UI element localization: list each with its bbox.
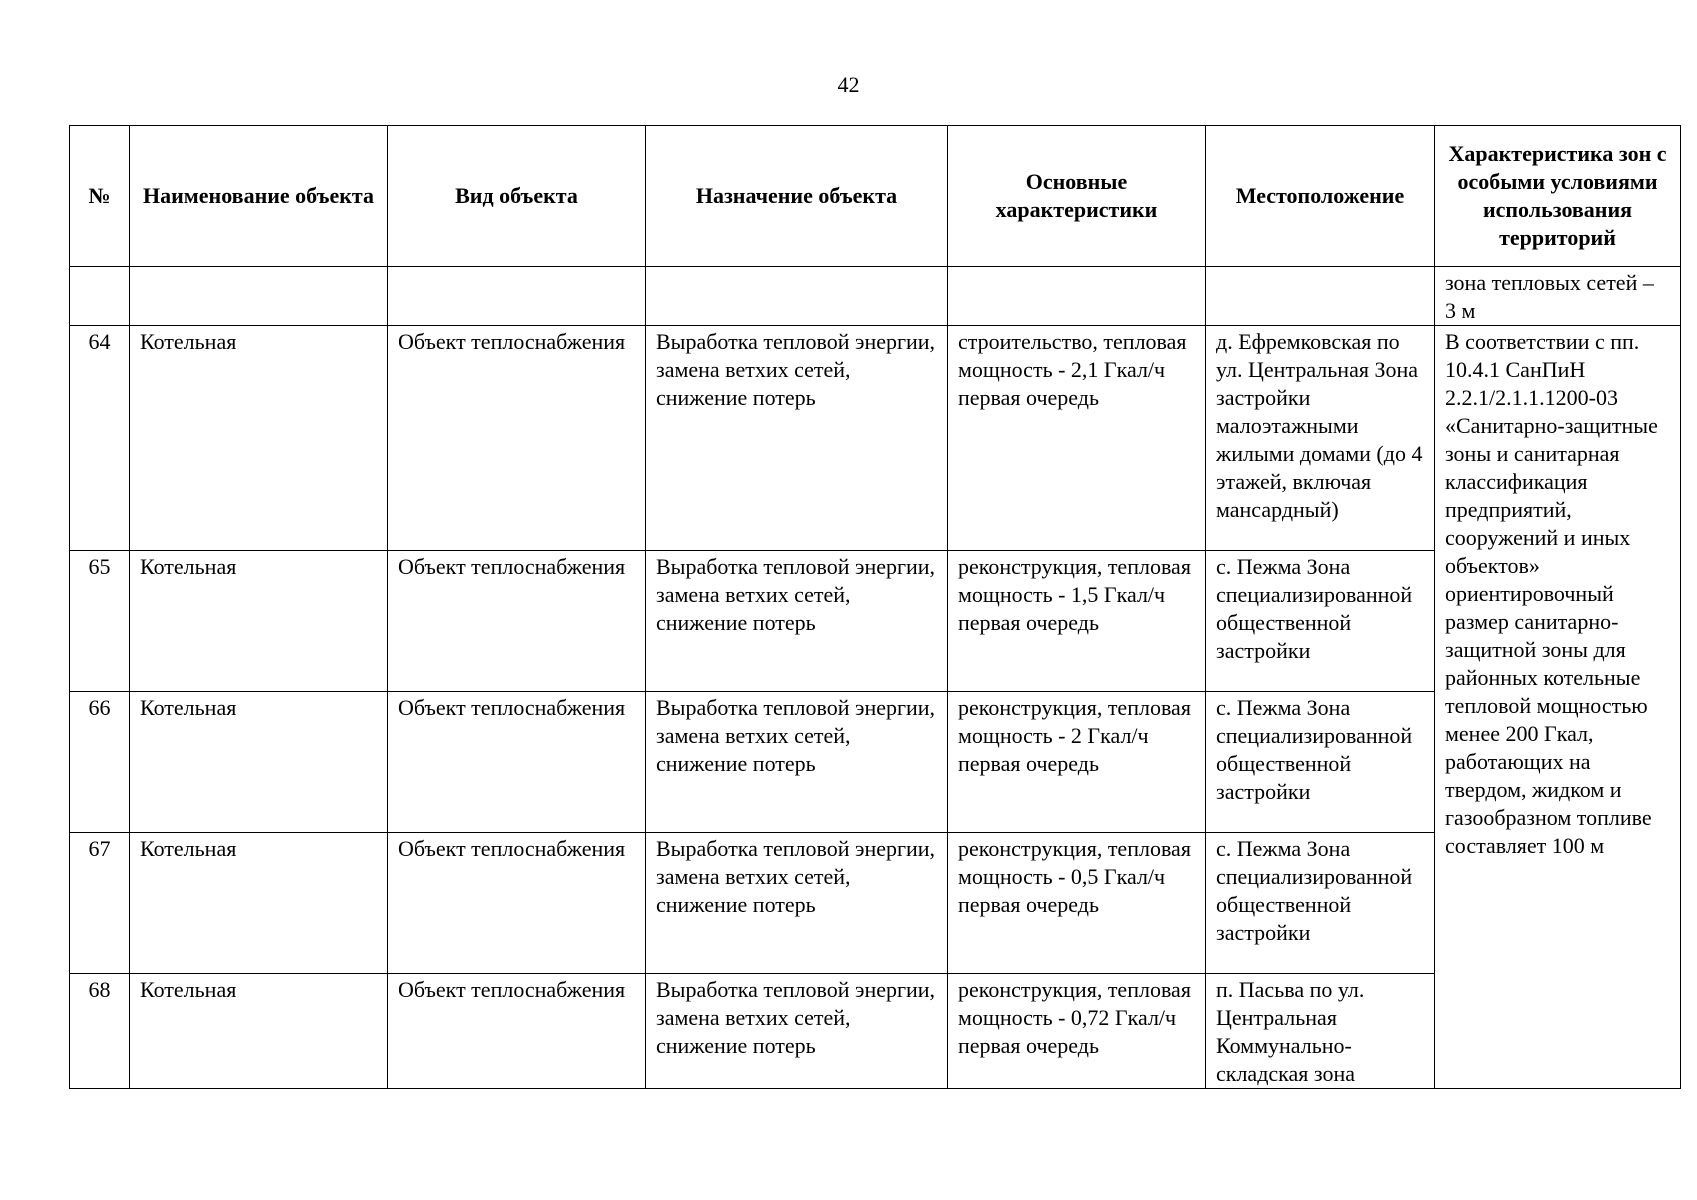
header-type: Вид объекта (388, 126, 646, 267)
table-row (70, 326, 1681, 551)
row-num: 66 (70, 692, 130, 833)
header-num: № (70, 126, 130, 267)
empty-cell (1206, 267, 1435, 326)
empty-cell (130, 267, 388, 326)
continuation-row (70, 267, 1681, 326)
row-type: Объект теплоснабжения (388, 692, 646, 833)
row-purpose: Выработка тепловой энергии, замена ветхих сетей, снижение потерь (646, 974, 948, 1089)
row-specs-text: реконструкция, тепловая мощность - 1,5 Гкал/ч (958, 554, 1191, 607)
row-purpose: Выработка тепловой энергии, замена ветхих сетей, снижение потерь (646, 326, 948, 551)
row-specs-text: реконструкция, тепловая мощность - 0,72 Гкал/ч (958, 977, 1191, 1030)
empty-cell (646, 267, 948, 326)
page-number: 42 (837, 72, 860, 97)
row-queue: первая очередь (958, 892, 1099, 917)
row-specs-text: реконструкция, тепловая мощность - 2 Гкал/ч (958, 695, 1191, 748)
row-specs-text: строительство, тепловая мощность - 2,1 Гкал/ч (958, 329, 1187, 382)
row-type: Объект теплоснабжения (388, 974, 646, 1089)
header-purpose: Назначение объекта (646, 126, 948, 267)
row-num: 65 (70, 551, 130, 692)
row-queue: первая очередь (958, 385, 1099, 410)
row-type: Объект теплоснабжения (388, 551, 646, 692)
row-name: Котельная (130, 974, 388, 1089)
row-name: Котельная (130, 692, 388, 833)
row-num: 67 (70, 833, 130, 974)
empty-cell (948, 267, 1206, 326)
row-location: п. Пасьва по ул. Центральная Коммунально-складская зона (1206, 974, 1435, 1089)
row-purpose: Выработка тепловой энергии, замена ветхих сетей, снижение потерь (646, 833, 948, 974)
row-queue: первая очередь (958, 610, 1099, 635)
row-specs (948, 551, 1206, 692)
row-queue: первая очередь (958, 1033, 1099, 1058)
row-num: 64 (70, 326, 130, 551)
row-location: д. Ефремковская по ул. Центральная Зона застройки малоэтажными жилыми домами (до 4 этажей, включая мансардный) (1206, 326, 1435, 551)
row-location: с. Пежма Зона специализированной общественной застройки (1206, 833, 1435, 974)
row-specs (948, 326, 1206, 551)
objects-table (69, 125, 1681, 1089)
row-location: с. Пежма Зона специализированной общественной застройки (1206, 692, 1435, 833)
row-name: Котельная (130, 551, 388, 692)
empty-cell (70, 267, 130, 326)
row-name: Котельная (130, 833, 388, 974)
row-purpose: Выработка тепловой энергии, замена ветхих сетей, снижение потерь (646, 692, 948, 833)
row-num: 68 (70, 974, 130, 1089)
continuation-zone-cell: зона тепловых сетей – 3 м (1435, 267, 1681, 326)
shared-zone-cell: В соответствии с пп. 10.4.1 СанПиН 2.2.1/2.1.1.1200-03 «Санитарно-защитные зоны и санитарная классификация предприятий, сооружений и иных объектов» ориентировочный размер санитарно-защитной зоны для районных котельные тепловой мощностью менее 200 Гкал, работающих на твердом, жидком и газообразном топливе составляет 100 м (1435, 326, 1681, 1089)
row-location: с. Пежма Зона специализированной общественной застройки (1206, 551, 1435, 692)
row-name: Котельная (130, 326, 388, 551)
row-purpose: Выработка тепловой энергии, замена ветхих сетей, снижение потерь (646, 551, 948, 692)
header-specs: Основные характеристики (948, 126, 1206, 267)
header-zones: Характеристика зон с особыми условиями использования территорий (1435, 126, 1681, 267)
row-type: Объект теплоснабжения (388, 833, 646, 974)
row-specs (948, 692, 1206, 833)
row-type: Объект теплоснабжения (388, 326, 646, 551)
row-specs (948, 974, 1206, 1089)
row-specs (948, 833, 1206, 974)
empty-cell (388, 267, 646, 326)
row-specs-text: реконструкция, тепловая мощность - 0,5 Гкал/ч (958, 836, 1191, 889)
table-header-row (70, 126, 1681, 267)
header-location: Местоположение (1206, 126, 1435, 267)
header-name: Наименование объекта (130, 126, 388, 267)
row-queue: первая очередь (958, 751, 1099, 776)
